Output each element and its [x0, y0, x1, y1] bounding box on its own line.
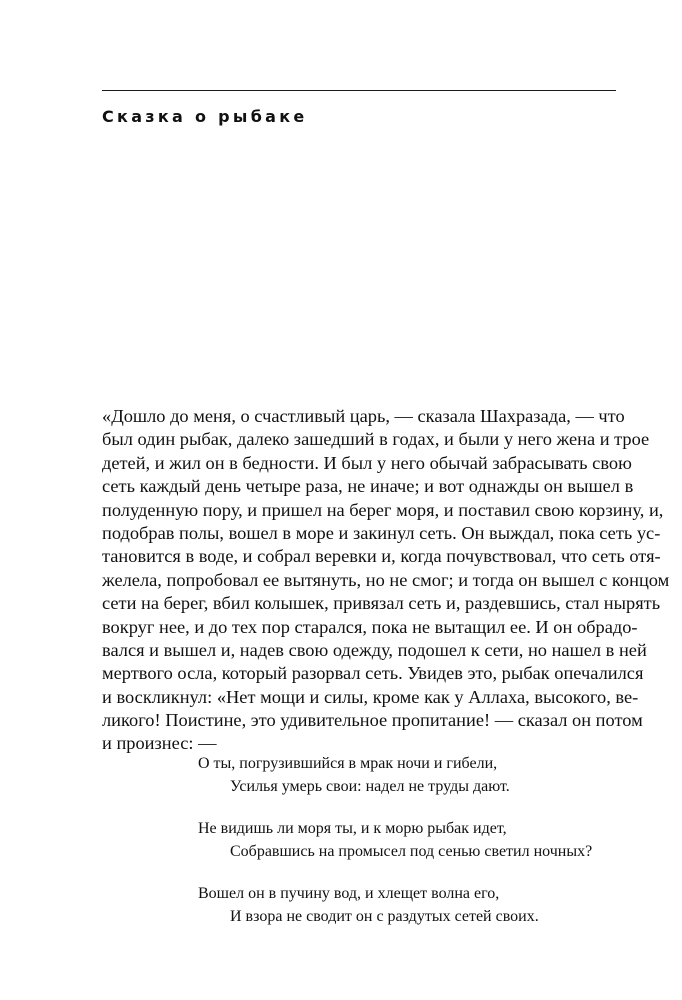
- prose-line: был один рыбак, далеко зашедший в годах, и были у него жена и трое: [102, 429, 650, 450]
- prose-line: сеть каждый день четыре раза, не иначе; и вот однажды он вышел в: [102, 476, 634, 497]
- prose-line: сети на берег, вбил колышек, привязал сеть и, раздевшись, стал нырять: [102, 593, 661, 614]
- prose-paragraph: [102, 405, 670, 756]
- poem-verse: Усилья умерь свои: надел не труды дают.: [230, 778, 510, 795]
- prose-line: желела, попробовал ее вытянуть, но не смог; и тогда он вышел с концом: [102, 569, 670, 590]
- poem-verse: Вошел он в пучину вод, и хлещет волна его,: [198, 885, 500, 902]
- prose-line: вокруг нее, и до тех пор старался, пока не вытащил ее. И он обрадо-: [102, 616, 638, 637]
- poem-stanza: [198, 882, 592, 928]
- poem-stanza: [198, 752, 592, 798]
- poem-verse: О ты, погрузившийся в мрак ночи и гибели,: [198, 755, 498, 772]
- poem-verse: И взора не сводит он с раздутых сетей своих.: [230, 908, 539, 925]
- prose-line: мертвого осла, который разорвал сеть. Увидев это, рыбак опечалился: [102, 663, 644, 684]
- chapter-title: Сказка о рыбаке: [102, 107, 308, 126]
- prose-line: «Дошло до меня, о счастливый царь, — сказала Шахразада, — что: [102, 406, 625, 426]
- prose-line: вался и вышел и, надев свою одежду, подошел к сети, но нашел в ней: [102, 639, 647, 660]
- prose-line: детей, и жил он в бедности. И был у него обычай забрасывать свою: [102, 452, 632, 473]
- prose-line: тановится в воде, и собрал веревки и, когда почувствовал, что сеть отя-: [102, 546, 661, 567]
- poem-stanza: [198, 817, 592, 863]
- prose-line: подобрав полы, вошел в море и закинул сеть. Он выждал, пока сеть ус-: [102, 522, 661, 543]
- poem-verse: Не видишь ли моря ты, и к морю рыбак идет,: [198, 820, 507, 837]
- prose-line: и произнес: —: [102, 733, 217, 754]
- header-rule: [102, 90, 616, 91]
- poem: [198, 752, 592, 947]
- poem-verse: Собравшись на промысел под сенью светил ночных?: [230, 843, 593, 860]
- prose-line: ликого! Поистине, это удивительное пропитание! — сказал он потом: [102, 710, 643, 731]
- prose-line: и воскликнул: «Нет мощи и силы, кроме как у Аллаха, высокого, ве-: [102, 686, 639, 707]
- prose-line: полуденную пору, и пришел на берег моря, и поставил свою корзину, и,: [102, 499, 664, 520]
